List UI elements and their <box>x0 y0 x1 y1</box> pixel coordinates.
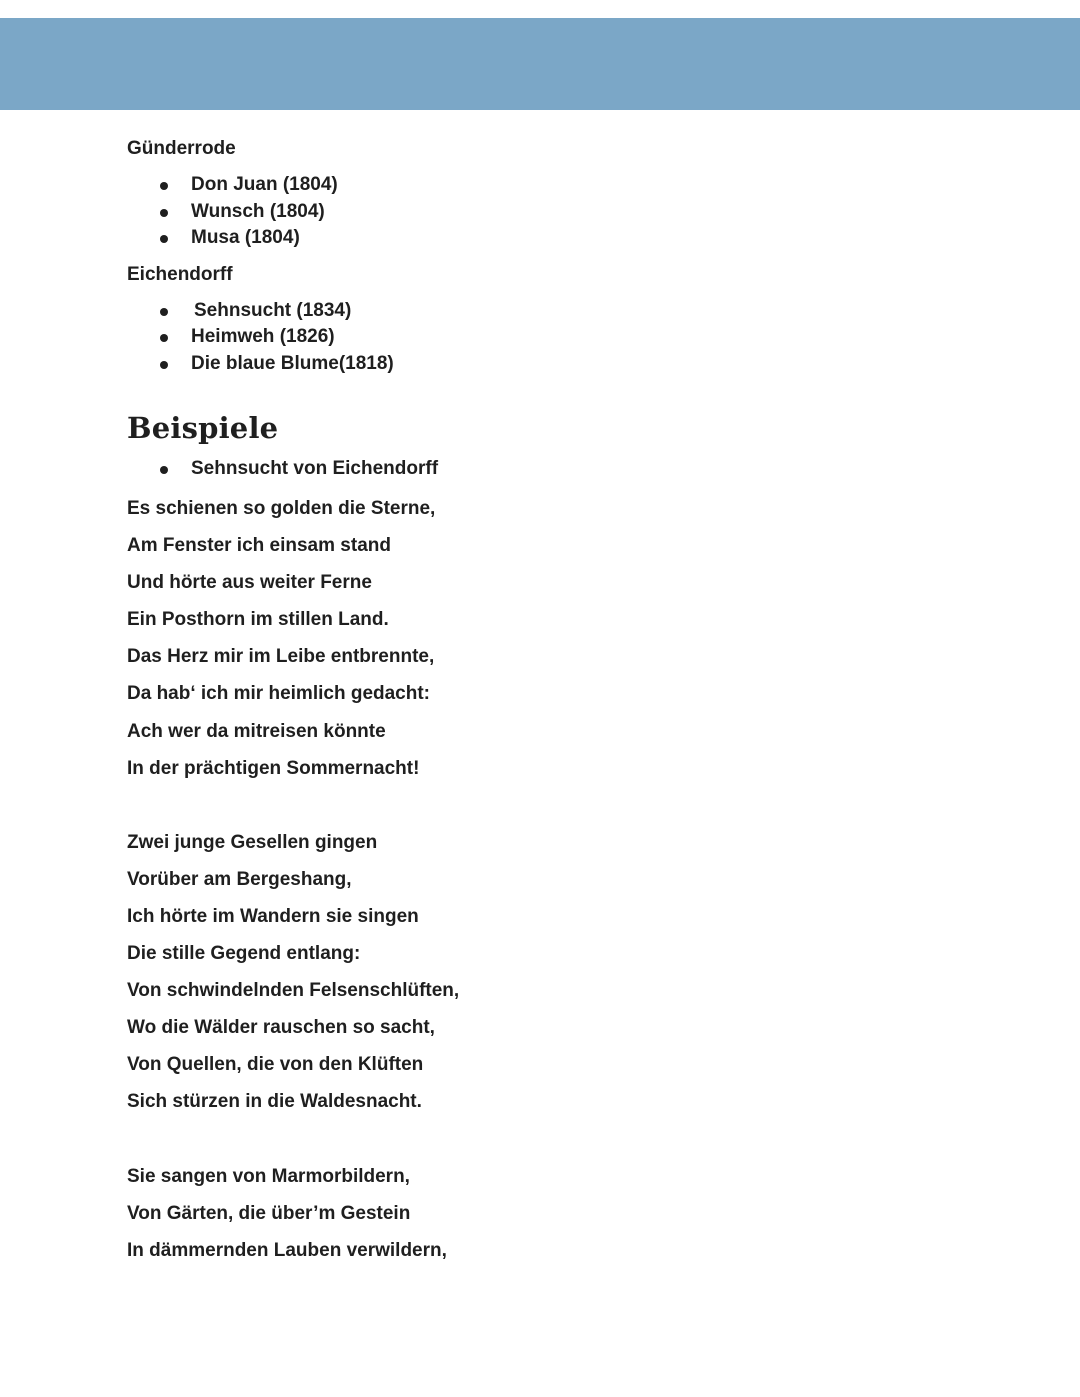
verse-line: In der prächtigen Sommernacht! <box>127 757 420 779</box>
bullet-icon <box>160 308 168 316</box>
author-heading: Günderrode <box>127 138 236 159</box>
author-section-eichendorff <box>127 262 927 378</box>
author-section-guenderrode <box>127 136 927 252</box>
stanza <box>127 490 927 787</box>
list-item: Sehnsucht von Eichendorff <box>127 454 927 484</box>
verse-line: Von Quellen, die von den Klüften <box>127 1054 424 1076</box>
list-item: Sehnsucht (1834) <box>127 298 927 325</box>
verse-line: Wo die Wälder rauschen so sacht, <box>127 1017 435 1039</box>
verse-line: Vorüber am Bergeshang, <box>127 868 352 890</box>
examples-list <box>127 454 927 484</box>
document-body <box>127 136 927 1269</box>
stanza <box>127 824 927 1121</box>
bullet-icon <box>160 182 168 190</box>
list-item: Don Juan (1804) <box>127 172 927 199</box>
verse-line: Von Gärten, die über’m Gestein <box>127 1202 411 1224</box>
bullet-icon <box>160 361 168 369</box>
poem <box>127 490 927 1269</box>
verse-line: Am Fenster ich einsam stand <box>127 535 391 557</box>
verse-line: Zwei junge Gesellen gingen <box>127 831 378 853</box>
list-item: Musa (1804) <box>127 225 927 252</box>
header-band <box>0 18 1080 110</box>
list-item: Die blaue Blume(1818) <box>127 351 927 378</box>
bullet-icon <box>160 209 168 217</box>
verse-line: Sie sangen von Marmorbildern, <box>127 1165 410 1187</box>
verse-line: Die stille Gegend entlang: <box>127 943 361 965</box>
works-list <box>127 172 927 252</box>
bullet-icon <box>160 235 168 243</box>
verse-line: Es schienen so golden die Sterne, <box>127 498 436 519</box>
bullet-icon <box>160 334 168 342</box>
verse-line: Sich stürzen in die Waldesnacht. <box>127 1091 422 1113</box>
works-list <box>127 298 927 378</box>
list-item: Wunsch (1804) <box>127 199 927 226</box>
list-item: Heimweh (1826) <box>127 324 927 351</box>
section-title-beispiele: Beispiele <box>127 411 279 445</box>
verse-line: Das Herz mir im Leibe entbrennte, <box>127 646 435 668</box>
stanza <box>127 1158 927 1269</box>
verse-line: Ein Posthorn im stillen Land. <box>127 609 389 631</box>
verse-line: Von schwindelnden Felsenschlüften, <box>127 980 460 1002</box>
verse-line: Und hörte aus weiter Ferne <box>127 572 372 594</box>
author-heading: Eichendorff <box>127 263 233 285</box>
verse-line: Ich hörte im Wandern sie singen <box>127 905 419 927</box>
bullet-icon <box>160 466 168 474</box>
verse-line: In dämmernden Lauben verwildern, <box>127 1239 447 1261</box>
verse-line: Ach wer da mitreisen könnte <box>127 720 386 742</box>
verse-line: Da hab‘ ich mir heimlich gedacht: <box>127 683 431 705</box>
